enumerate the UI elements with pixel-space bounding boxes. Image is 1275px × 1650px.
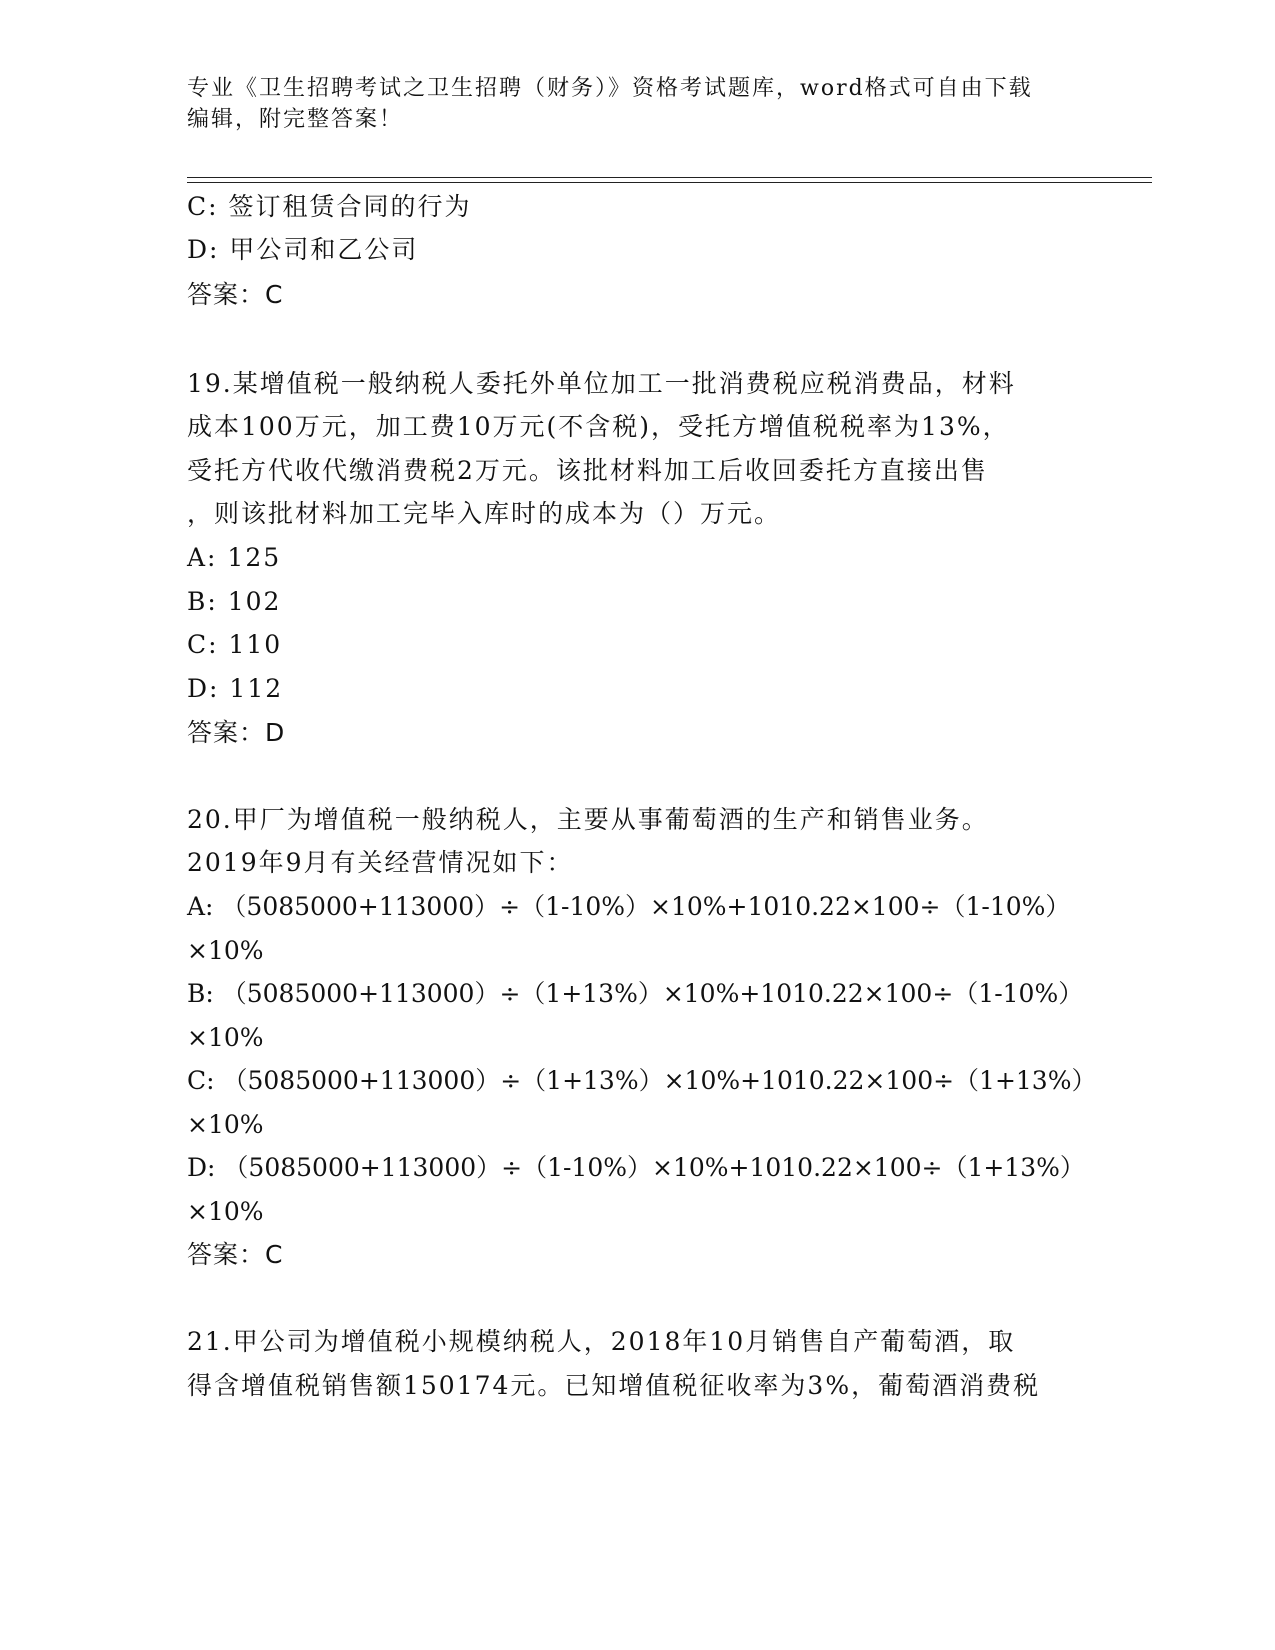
q20-option-c: C: （5085000+113000）÷（1+13%）×10%+1010.22×100÷（1+13%） <box>187 1066 1097 1095</box>
q20-option-b: B: （5085000+113000）÷（1+13%）×10%+1010.22×100÷（1-10%） <box>187 979 1084 1008</box>
q20-stem-line-2: 2019年9月有关经营情况如下： <box>187 848 574 877</box>
q20-option-d: D: （5085000+113000）÷（1-10%）×10%+1010.22×100÷（1+13%） <box>187 1153 1085 1182</box>
q21-stem-line-2: 得含增值税销售额150174元。已知增值税征收率为3%，葡萄酒消费税 <box>187 1371 1041 1400</box>
q19-option-a: A: 125 <box>187 543 282 572</box>
q20-option-a-wrap: ×10% <box>187 936 264 965</box>
q20-option-d-wrap: ×10% <box>187 1197 264 1226</box>
header-rule-top <box>187 177 1152 178</box>
q20-stem-line-1: 20.甲厂为增值税一般纳税人，主要从事葡萄酒的生产和销售业务。 <box>187 805 989 834</box>
q19-stem-line-4: ，则该批材料加工完毕入库时的成本为（）万元。 <box>187 499 782 528</box>
q18-answer: 答案：C <box>187 280 284 309</box>
q21-stem-line-1: 21.甲公司为增值税小规模纳税人，2018年10月销售自产葡萄酒，取 <box>187 1327 1016 1356</box>
q18-option-d: D: 甲公司和乙公司 <box>187 235 419 264</box>
document-header <box>187 73 1067 135</box>
q19-stem-line-3: 受托方代收代缴消费税2万元。该批材料加工后收回委托方直接出售 <box>187 456 988 485</box>
header-line-2: 编辑，附完整答案！ <box>187 107 404 132</box>
header-rule-bottom <box>187 182 1152 183</box>
header-line-1: 专业《卫生招聘考试之卫生招聘（财务）》资格考试题库，word格式可自由下载 <box>187 76 1033 101</box>
q19-option-c: C: 110 <box>187 630 283 659</box>
q19-stem-line-2: 成本100万元，加工费10万元(不含税)，受托方增值税税率为13%， <box>187 412 1010 441</box>
q20-option-a: A: （5085000+113000）÷（1-10%）×10%+1010.22×100÷（1-10%） <box>187 892 1071 921</box>
q19-option-d: D: 112 <box>187 674 284 703</box>
q20-option-c-wrap: ×10% <box>187 1110 264 1139</box>
q20-option-b-wrap: ×10% <box>187 1023 264 1052</box>
q18-option-c: C: 签订租赁合同的行为 <box>187 192 472 221</box>
q19-answer: 答案：D <box>187 718 286 747</box>
q19-stem-line-1: 19.某增值税一般纳税人委托外单位加工一批消费税应税消费品，材料 <box>187 369 1016 398</box>
q20-answer: 答案：C <box>187 1240 284 1269</box>
q19-option-b: B: 102 <box>187 587 282 616</box>
